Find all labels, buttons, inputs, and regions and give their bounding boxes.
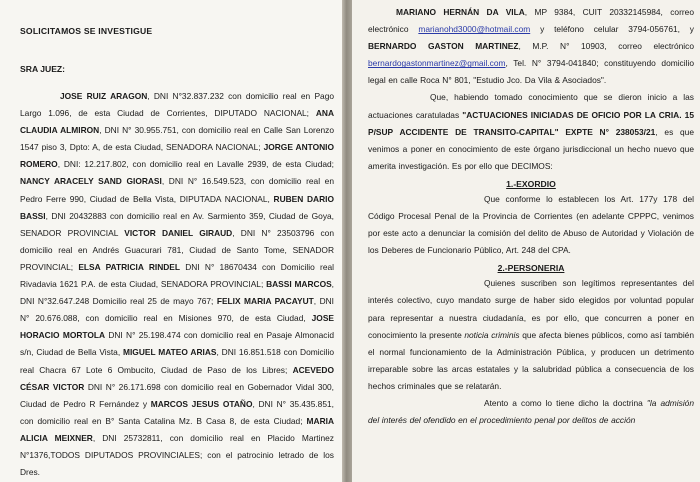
parties-paragraph [20, 88, 334, 481]
text-run: DNI N° 18670434 con Domicilio real Rivadavia 1621 P.A. de esta Ciudad, SENADORA PROVINCIAL; [20, 261, 334, 290]
text-run: , DNI N° 16.549.523, con domicilio real en Pedro Ferre 990, Ciudad de Bella Vista, DIPUTADA NACIONAL, [20, 176, 334, 204]
text-run: Que, habiendo tomado conocimiento que se dieron inicio a las actuaciones caratuladas [368, 92, 694, 120]
bold-text: RUBEN DARIO BASSI [20, 193, 334, 221]
left-page [0, 0, 342, 482]
text-run: , DNI N°32.647.248 Domicilio real 25 de mayo 767; [20, 279, 334, 307]
bold-text: JORGE ANTONIO ROMERO [20, 142, 334, 170]
bold-text: NANCY ARACELY SAND GIORASI [20, 176, 162, 187]
text-run: , MP 9384, CUIT 20332145984, correo electrónico [368, 7, 694, 35]
text-run: y teléfono celular 3794-056761, y [530, 24, 694, 35]
bold-text: JOSE HORACIO MORTOLA [20, 313, 334, 341]
text-run: , DNI 25732811, con domicilio real en Placido Martinez N°1376,TODOS DIPUTADOS PROVINCIALES; con el patrocinio letrado de los Dres. [20, 432, 334, 478]
bold-text: "ACTUACIONES INICIADAS DE OFICIO POR LA CRIA. 15 P/SUP ACCIDENTE DE TRANSITO-CAPITAL" EXPTE N° 238053/21 [368, 109, 694, 137]
italic-text: "la admisión del interés del ofendido en el procedimiento penal por delitos de acción [368, 397, 694, 426]
text-run: Quienes suscriben son legítimos representantes del interés colectivo, cuyo mandato surge de haber sido elegidos por voluntad popular para representar a nuestra ciudadanía, es por ello, que concurren a poner en conocimiento la presente [368, 278, 694, 340]
case-paragraph [368, 89, 694, 174]
section-exordio-title: 1.-EXORDIO [506, 178, 556, 189]
italic-text: noticia criminis [464, 329, 520, 340]
text-run: , DNI N° 20.676.088, con domicilio real en Misiones 970, de esta Ciudad, [20, 296, 334, 324]
text-run: , DNI 16.851.518 con Domicilio real Chacra 67 Lote 6 Ombucito, Ciudad de Paso de los Libres; [20, 347, 334, 375]
email-text: bernardogastonmartinez@gmail.com [368, 58, 506, 69]
bold-text: BERNARDO GASTON MARTINEZ [368, 41, 519, 52]
text-run: , DNI N° 35.435.851, con domicilio real en B° Santa Catalina Mz. B Casa 8, de esta Ciudad; [20, 398, 334, 426]
text-run: , DNI N° 30.955.751, con domicilio real en Calle San Lorenzo 1547 piso 3, Dpto: A, de esta Ciudad, SENADORA NACIONAL; [20, 125, 334, 153]
bold-text: JOSE RUIZ ARAGON [60, 91, 148, 101]
book-gutter [342, 0, 352, 482]
bold-text: MARIA ALICIA MEIXNER [20, 415, 334, 443]
email-text: marianohd3000@hotmail.com [418, 24, 531, 35]
right-page [352, 0, 700, 482]
bold-text: ACEVEDO CÉSAR VICTOR [20, 364, 334, 392]
text-run: DNI N° 25.198.474 con domicilio real en Pasaje Almonacid s/n, Ciudad de Bella Vista, [20, 330, 334, 358]
document-heading: SOLICITAMOS SE INVESTIGUE [20, 26, 153, 36]
attorneys-paragraph [368, 4, 694, 89]
bold-text: BASSI MARCOS [266, 279, 332, 290]
personeria-paragraph [368, 275, 694, 395]
section-personeria-title: 2.-PERSONERIA [497, 263, 565, 274]
text-run: , es que venimos a poner en conocimiento de este órgano jurisdiccional un hecho nuevo que amerita investigación. Es por ello que DECIMOS: [368, 126, 694, 171]
doctrine-paragraph [368, 395, 694, 429]
bold-text: MIGUEL MATEO ARIAS [123, 347, 217, 358]
exordio-paragraph [368, 191, 694, 259]
bold-text: FELIX MARIA PACAYUT [216, 296, 314, 307]
salutation: SRA JUEZ: [20, 64, 66, 74]
text-run: , DNI N°32.837.232 con domicilio real en Pago Largo 1.096, de esta Ciudad de Corrientes, DIPUTADO NACIONAL; [20, 91, 335, 119]
text-run: , DNI: 12.217.802, con domicilio real en Lavalle 2939, de esta Ciudad; [57, 159, 334, 170]
bold-text: ANA CLAUDIA ALMIRON [20, 108, 334, 136]
bold-text: ELSA PATRICIA RINDEL [78, 261, 180, 272]
text-run: , Tel. N° 3794-041840; constituyendo domicilio legal en calle Roca N° 801, "Estudio Jco. Da Vila & Asociados". [368, 58, 694, 86]
text-run: , DNI N° 23503796 con domicilio real en Andrés Guacurari 781, Ciudad de Santo Tome, SENADOR PROVINCIAL; [20, 227, 334, 272]
text-run: DNI N° 26.171.698 con domicilio real en Gobernador Vidal 300, Ciudad de Pedro R Fernández y [20, 381, 334, 409]
text-run: Que conforme lo establecen los Art. 177y 178 del Código Procesal Penal de la Provincia de Corrientes (en adelante CPPPC, venimos por este acto a denunciar la comisión del delito de Abuso de Autoridad y Violación de los Deberes de Funcionario Público, Art. 248 del CPA. [368, 193, 694, 256]
bold-text: VICTOR DANIEL GIRAUD [124, 227, 233, 238]
text-run: que afecta bienes públicos, como así también el normal funcionamiento de la Administración Pública, y producen un detrimento irreparable sobre las arcas estatales y la salubridad pública a consecuencia de los hechos criminales que se relatarán. [368, 329, 694, 391]
bold-text: MARIANO HERNÁN DA VILA [396, 7, 525, 17]
text-run: Atento a como lo tiene dicho la doctrina [484, 397, 647, 408]
text-run: , DNI 20432883 con domicilio real en Av. Sarmiento 359, Ciudad de Goya, SENADOR PROVINCIAL [20, 210, 334, 238]
text-run: , M.P. N° 10903, correo electrónico [518, 41, 694, 52]
bold-text: MARCOS JESUS OTAÑO [150, 398, 253, 409]
